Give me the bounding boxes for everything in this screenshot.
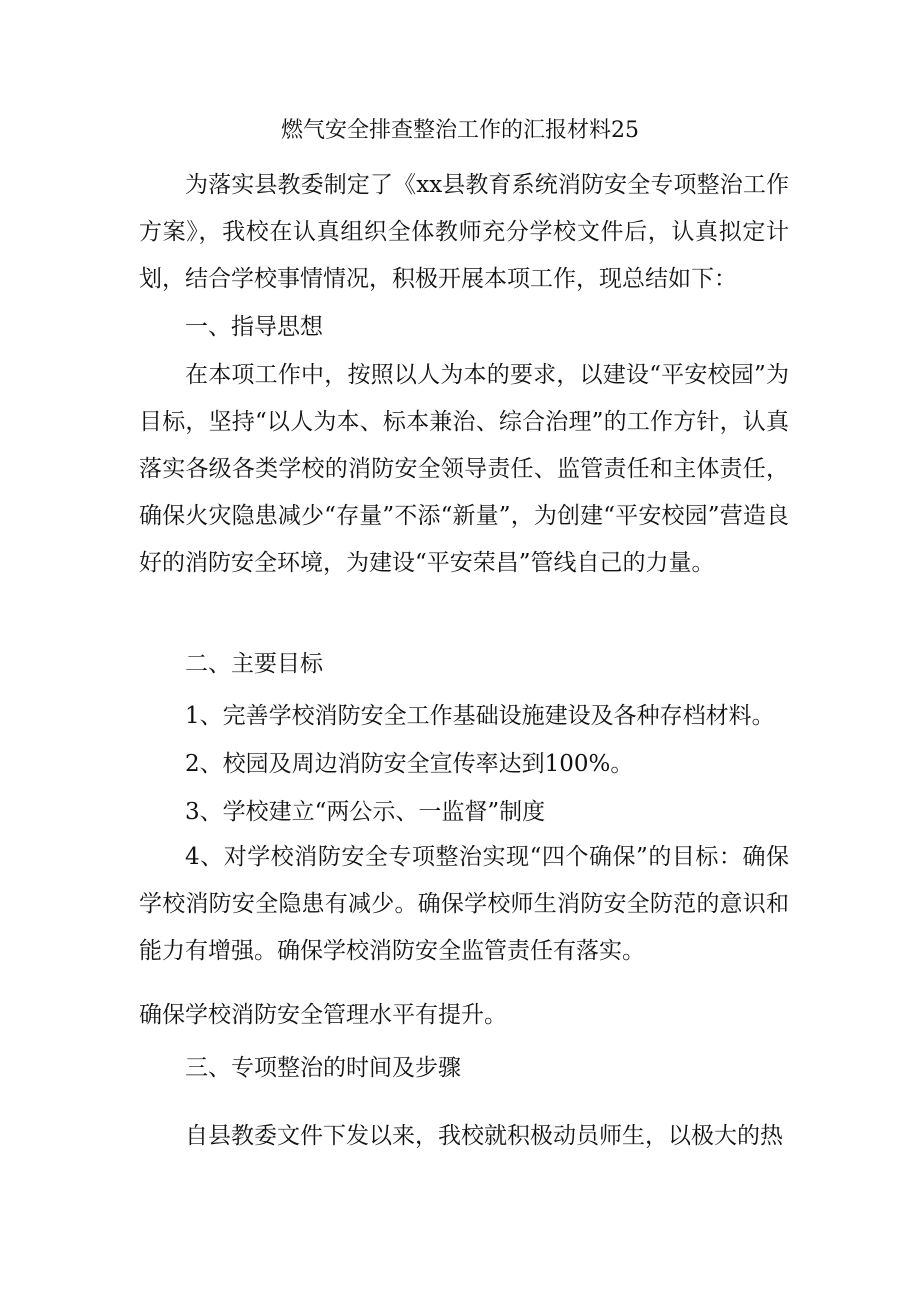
goal-item-2: 2、校园及周边消防安全宣传率达到100%。	[185, 751, 634, 777]
goal-item-3: 3、学校建立“两公示、一监督”制度	[185, 799, 546, 825]
section-heading-time-and-steps: 三、专项整治的时间及步骤	[185, 1055, 461, 1081]
guiding-thought-paragraph: 在本项工作中，按照以人为本的要求，以建设“平安校园”为目标，坚持“以人为本、标本兼治、综合治理”的工作方针，认真落实各级各类学校的消防安全领导责任、监管责任和主体责任，确保火灾隐患减少“存量”不添“新量”，为创建“平安校园”营造良好的消防安全环境，为建设“平安荣昌”管线自己的力量。	[139, 362, 789, 576]
section-heading-main-goals: 二、主要目标	[185, 651, 323, 677]
time-and-steps-paragraph: 自县教委文件下发以来，我校就积极动员师生，以极大的热	[185, 1123, 783, 1149]
goal-item-1: 1、完善学校消防安全工作基础设施建设及各种存档材料。	[185, 703, 775, 729]
intro-paragraph: 为落实县教委制定了《xx县教育系统消防安全专项整治工作方案》，我校在认真组织全体教师充分学校文件后，认真拟定计划，结合学校事情情况，积极开展本项工作，现总结如下：	[139, 172, 789, 292]
goal-item-4: 4、对学校消防安全专项整治实现“四个确保”的目标：确保学校消防安全隐患有减少。确保学校师生消防安全防范的意识和能力有增强。确保学校消防安全监管责任有落实。	[139, 844, 789, 964]
document-title: 燃气安全排查整治工作的汇报材料25	[281, 118, 639, 143]
section-heading-guiding-thought: 一、指导思想	[185, 314, 323, 340]
goal-item-4-continuation: 确保学校消防安全管理水平有提升。	[139, 1002, 507, 1028]
